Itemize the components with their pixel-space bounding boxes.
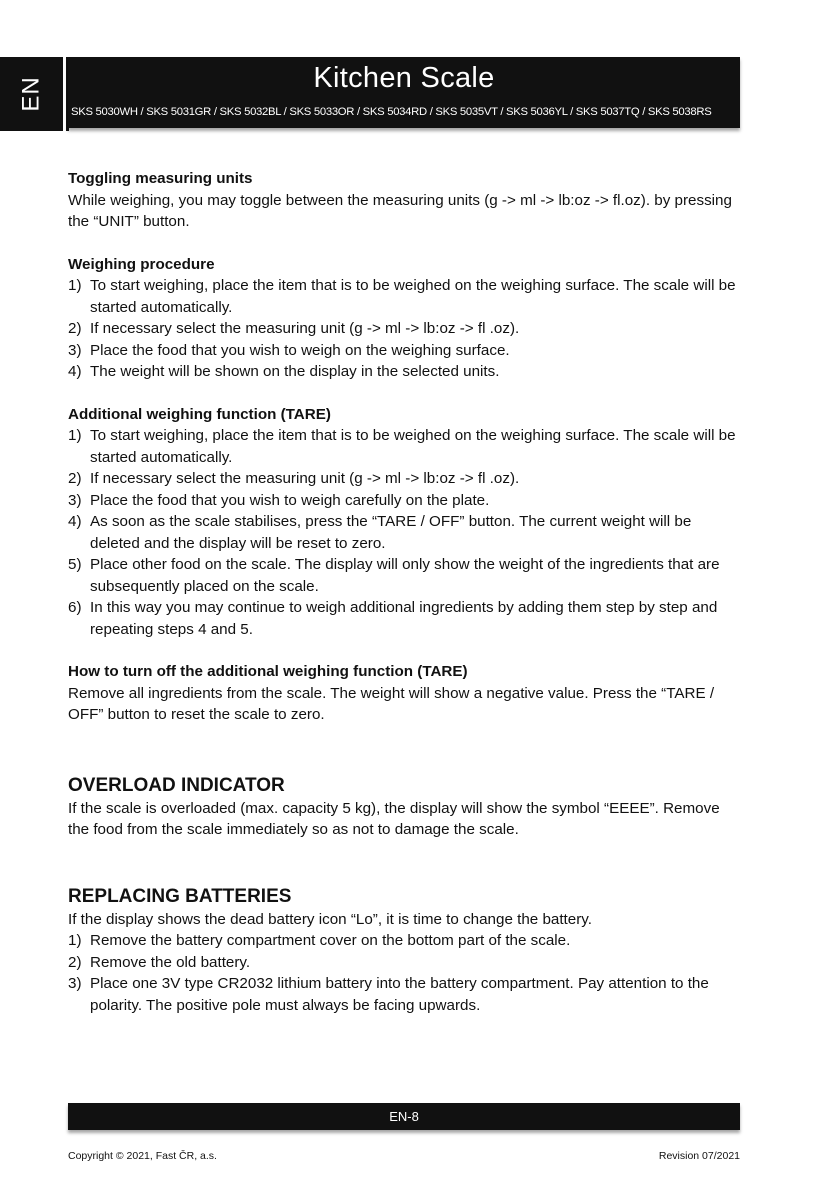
list-item <box>68 973 740 1016</box>
step-text: The weight will be shown on the display in the selected units. <box>90 363 500 380</box>
step-number: 4) <box>68 363 82 380</box>
section-text: If the scale is overloaded (max. capacity 5 kg), the display will show the symbol “EEEE”. Remove the food from the scale immediately so as not to damage the scale. <box>68 799 720 838</box>
section-weighing-procedure <box>68 254 740 383</box>
step-text: Place other food on the scale. The display will only show the weight of the ingredients that are subsequently placed on the scale. <box>90 556 720 595</box>
step-text: If necessary select the measuring unit (g -> ml -> lb:oz -> fl .oz). <box>90 320 520 337</box>
step-number: 2) <box>68 320 82 337</box>
step-text: To start weighing, place the item that is to be weighed on the weighing surface. The scale will be started automatically. <box>90 277 736 316</box>
section-toggling-units <box>68 168 740 233</box>
page-content <box>68 168 740 1037</box>
revision-label: Revision 07/2021 <box>658 1150 740 1162</box>
section-overload <box>68 774 740 841</box>
list-item <box>68 361 740 383</box>
section-heading: Additional weighing function (TARE) <box>68 405 331 423</box>
page-number: EN-8 <box>389 1109 419 1124</box>
section-heading: OVERLOAD INDICATOR <box>68 774 285 796</box>
step-number: 3) <box>68 491 82 509</box>
step-number: 5) <box>68 556 82 573</box>
step-number: 1) <box>68 932 82 949</box>
step-number: 4) <box>68 513 82 530</box>
list-item <box>68 554 740 597</box>
step-number: 2) <box>68 953 82 971</box>
step-text: If necessary select the measuring unit (g -> ml -> lb:oz -> fl .oz). <box>90 470 520 487</box>
step-text: Remove the old battery. <box>90 953 251 971</box>
language-label: EN <box>17 76 45 112</box>
page-number-bar <box>68 1103 740 1130</box>
section-heading: How to turn off the additional weighing function (TARE) <box>68 663 468 680</box>
section-heading: REPLACING BATTERIES <box>68 885 292 907</box>
list-item <box>68 511 740 554</box>
list-item <box>68 340 740 362</box>
step-number: 1) <box>68 427 82 444</box>
list-item <box>68 490 740 512</box>
list-item <box>68 425 740 468</box>
step-text: Place the food that you wish to weigh carefully on the plate. <box>90 491 490 509</box>
step-number: 2) <box>68 470 82 487</box>
step-number: 3) <box>68 341 82 359</box>
step-number: 3) <box>68 975 82 992</box>
section-text: Remove all ingredients from the scale. The weight will show a negative value. Press the “TARE / OFF” button to reset the scale to zero. <box>68 684 715 723</box>
model-list: SKS 5030WH / SKS 5031GR / SKS 5032BL / SKS 5033OR / SKS 5034RD / SKS 5035VT / SKS 5036YL / SKS 5037TQ / SKS 5038RS <box>71 106 712 118</box>
section-tare <box>68 404 740 641</box>
section-tare-off <box>68 661 740 726</box>
step-list <box>68 425 740 640</box>
section-heading: Toggling measuring units <box>68 170 253 187</box>
section-batteries <box>68 885 740 1017</box>
step-list <box>68 930 740 1016</box>
step-text: Place one 3V type CR2032 lithium battery into the battery compartment. Pay attention to the polarity. The positive pole must always be facing upwards. <box>90 975 709 1014</box>
language-tab <box>0 57 63 131</box>
list-item <box>68 952 740 974</box>
copyright-notice: Copyright © 2021, Fast ČR, a.s. <box>68 1150 217 1162</box>
list-item <box>68 930 740 952</box>
step-text: Remove the battery compartment cover on the bottom part of the scale. <box>90 932 571 949</box>
section-text: If the display shows the dead battery icon “Lo”, it is time to change the battery. <box>68 910 592 928</box>
page-title: Kitchen Scale <box>313 62 495 94</box>
section-text: While weighing, you may toggle between the measuring units (g -> ml -> lb:oz -> fl.oz). by pressing the “UNIT” button. <box>68 191 732 230</box>
step-number: 6) <box>68 599 82 616</box>
section-heading: Weighing procedure <box>68 255 215 273</box>
list-item <box>68 468 740 490</box>
step-text: As soon as the scale stabilises, press the “TARE / OFF” button. The current weight will be deleted and the display will be reset to zero. <box>90 513 692 552</box>
page-header <box>68 57 740 128</box>
step-text: Place the food that you wish to weigh on the weighing surface. <box>90 341 510 359</box>
step-text: To start weighing, place the item that is to be weighed on the weighing surface. The scale will be started automatically. <box>90 427 736 466</box>
step-number: 1) <box>68 277 82 294</box>
list-item <box>68 318 740 340</box>
list-item <box>68 275 740 318</box>
list-item <box>68 597 740 640</box>
step-list <box>68 275 740 383</box>
step-text: In this way you may continue to weigh additional ingredients by adding them step by step and repeating steps 4 and 5. <box>90 599 718 638</box>
